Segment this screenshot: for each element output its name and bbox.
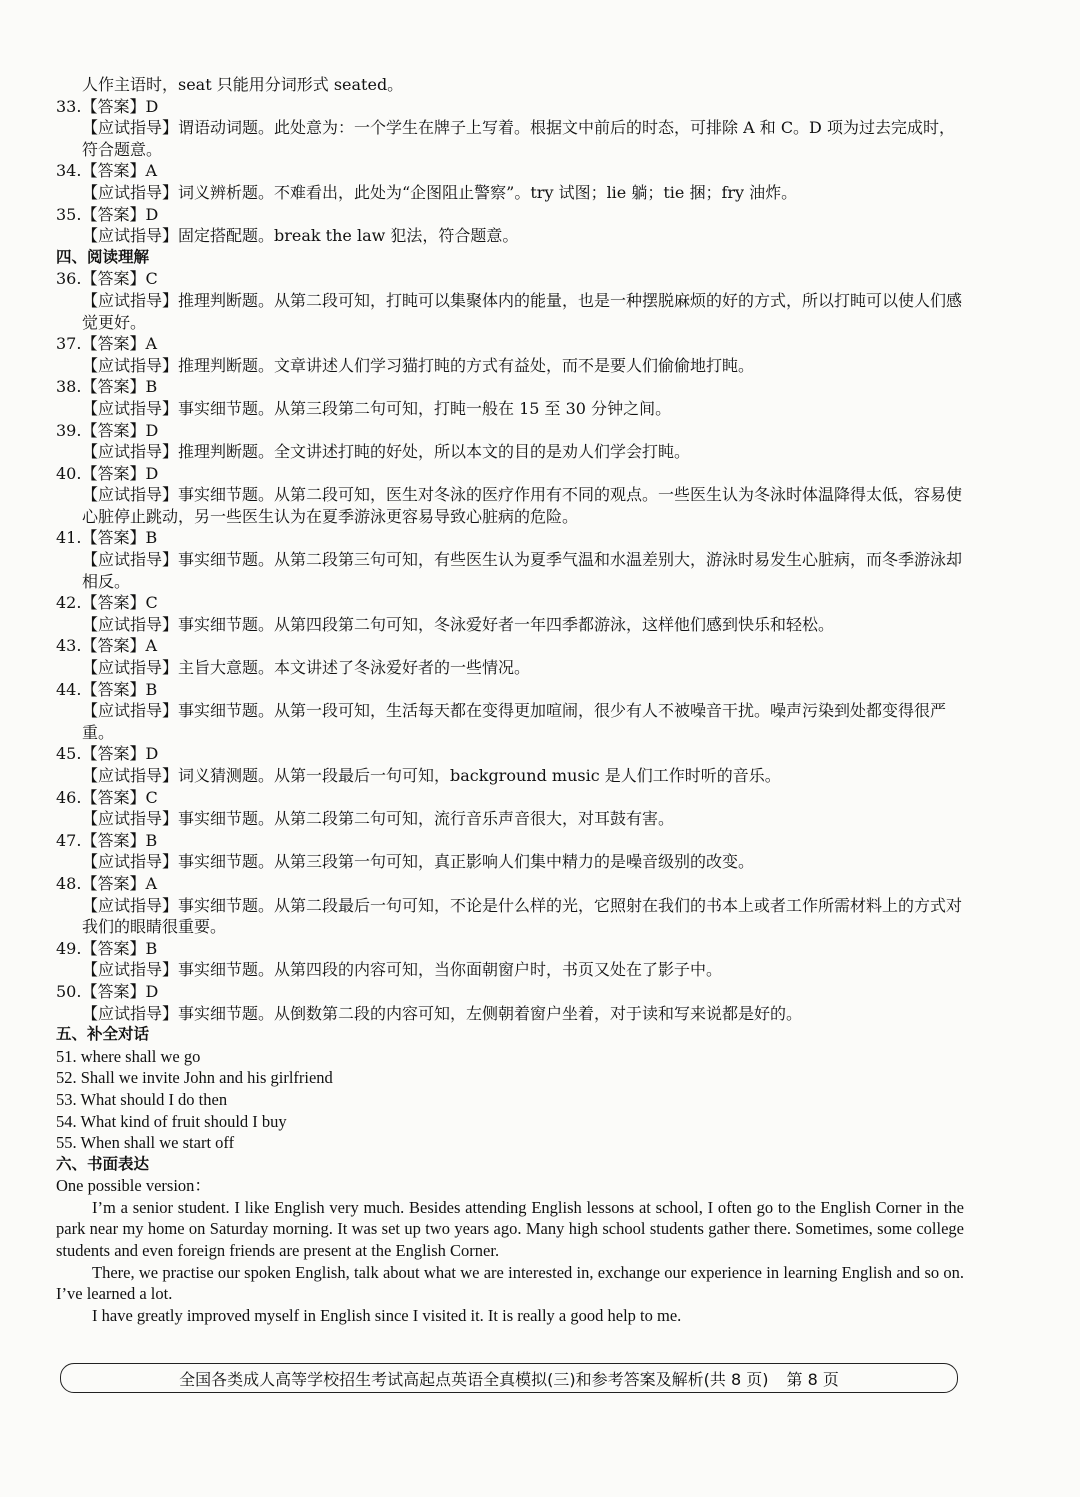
answer-item — [56, 96, 964, 161]
item-guide: 【应试指导】谓语动词题。此处意为：一个学生在牌子上写着。根据文中前后的时态，可排除 A 和 C。D 项为过去完成时，符合题意。 — [82, 118, 955, 159]
item-number: 49. — [56, 938, 82, 958]
item-answer: 【答案】A — [81, 161, 158, 181]
item-answer: 【答案】B — [81, 377, 158, 397]
item-guide: 【应试指导】事实细节题。从第一段可知，生活每天都在变得更加喧闹，很少有人不被噪音干扰。噪声污染到处都变得很严重。 — [82, 701, 947, 742]
item-answer: 【答案】C — [81, 787, 158, 807]
item-number: 38. — [56, 377, 82, 397]
item-number: 42. — [56, 593, 82, 613]
dialogue-line: 51. where shall we go — [56, 1046, 201, 1066]
answer-item — [56, 204, 964, 247]
item-number: 33. — [56, 96, 82, 116]
item-guide: 【应试指导】事实细节题。从第二段可知，医生对冬泳的医疗作用有不同的观点。一些医生认为冬泳时体温降得太低，容易使心脏停止跳动，另一些医生认为在夏季游泳更容易导致心脏病的危险。 — [82, 485, 963, 526]
footer-title: 全国各类成人高等学校招生考试高起点英语全真模拟(三)和参考答案及解析(共 8 页) — [179, 1369, 769, 1389]
item-guide: 【应试指导】事实细节题。从第二段最后一句可知，不论是什么样的光，它照射在我们的书本上或者工作所需材料上的方式对我们的眼睛很重要。 — [82, 895, 963, 937]
dialogue-line: 55. When shall we start off — [56, 1133, 235, 1153]
item-number: 48. — [56, 873, 82, 893]
item-guide: 【应试指导】事实细节题。从第三段第二句可知，打盹一般在 15 至 30 分钟之间。 — [82, 398, 672, 418]
item-answer: 【答案】C — [81, 593, 158, 613]
item-guide: 【应试指导】固定搭配题。break the law 犯法，符合题意。 — [82, 226, 519, 246]
answer-item — [56, 830, 964, 873]
section-5-title: 五、补全对话 — [56, 1025, 150, 1044]
answer-item — [56, 592, 964, 635]
item-guide: 【应试指导】事实细节题。从第四段第二句可知，冬泳爱好者一年四季都游泳，这样他们感到快乐和轻松。 — [82, 614, 835, 634]
item-answer: 【答案】A — [81, 873, 158, 893]
answer-item — [56, 635, 964, 678]
item-guide: 【应试指导】词义猜测题。从第一段最后一句可知，background music 是人们工作时听的音乐。 — [82, 766, 781, 785]
dialogue-answers — [56, 1046, 964, 1154]
item-guide: 【应试指导】推理判断题。全文讲述打盹的好处，所以本文的目的是劝人们学会打盹。 — [82, 442, 691, 462]
item-answer: 【答案】C — [81, 269, 158, 289]
item-answer: 【答案】D — [81, 744, 159, 764]
page-footer — [60, 1363, 958, 1393]
item-answer: 【答案】A — [81, 334, 158, 354]
section-6-title: 六、书面表达 — [56, 1154, 150, 1173]
item-guide: 【应试指导】事实细节题。从第四段的内容可知，当你面朝窗户时，书页又处在了影子中。 — [82, 960, 723, 980]
item-guide: 【应试指导】词义辨析题。不难看出，此处为“企图阻止警察”。try 试图；lie 躺；tie 捆；fry 油炸。 — [82, 182, 798, 202]
answer-key-page — [56, 74, 964, 1326]
dialogue-line: 53. What should I do then — [56, 1089, 228, 1109]
answer-item — [56, 333, 964, 376]
dialogue-line: 54. What kind of fruit should I buy — [56, 1111, 287, 1131]
item-number: 35. — [56, 204, 82, 224]
essay-paragraph: I have greatly improved myself in English since I visited it. It is really a good help to me. — [92, 1305, 682, 1325]
item-number: 44. — [56, 679, 82, 699]
item-guide: 【应试指导】事实细节题。从第三段第一句可知，真正影响人们集中精力的是噪音级别的改变。 — [82, 852, 755, 872]
answer-item — [56, 160, 964, 203]
item-number: 45. — [56, 744, 82, 764]
item-guide: 【应试指导】事实细节题。从倒数第二段的内容可知，左侧朝着窗户坐着，对于读和写来说都是好的。 — [82, 1003, 803, 1023]
item-answer: 【答案】B — [81, 830, 158, 850]
item-answer: 【答案】D — [81, 981, 159, 1001]
sample-essay — [56, 1197, 964, 1327]
item-number: 36. — [56, 269, 82, 289]
essay-paragraph: There, we practise our spoken English, talk about what we are interested in, exchange our experience in learning English and so on. I’ve learned a lot. — [56, 1262, 964, 1304]
answers-33-35 — [56, 96, 964, 247]
answer-item — [56, 420, 964, 463]
answer-item — [56, 873, 964, 938]
item-answer: 【答案】D — [81, 96, 159, 116]
item-answer: 【答案】D — [81, 204, 159, 224]
item-guide: 【应试指导】推理判断题。从第二段可知，打盹可以集聚体内的能量，也是一种摆脱麻烦的好的方式，所以打盹可以使人们感觉更好。 — [82, 290, 963, 332]
answer-item — [56, 787, 964, 830]
item-number: 41. — [56, 528, 82, 548]
page-number: 第 8 页 — [786, 1369, 839, 1389]
item-number: 47. — [56, 830, 82, 850]
item-answer: 【答案】D — [81, 463, 159, 483]
answer-item — [56, 981, 964, 1024]
section-4-title: 四、阅读理解 — [56, 247, 150, 266]
item-guide: 【应试指导】推理判断题。文章讲述人们学习猫打盹的方式有益处，而不是要人们偷偷地打盹。 — [82, 355, 755, 375]
item-number: 37. — [56, 334, 82, 354]
answer-item — [56, 743, 964, 786]
answer-item — [56, 527, 964, 592]
item-number: 39. — [56, 420, 82, 440]
item-number: 34. — [56, 161, 82, 181]
item-number: 46. — [56, 787, 82, 807]
answer-item — [56, 268, 964, 333]
item-answer: 【答案】A — [81, 636, 158, 656]
answer-item — [56, 938, 964, 981]
essay-paragraph: I’m a senior student. I like English very much. Besides attending English lessons at school, I often go to the English Corner in the park near my home on Saturday morning. It was set up two years ago. Many high school students gather there. Sometimes, some college students and even foreign friends are present at the English Corner. — [56, 1197, 964, 1261]
essay-intro: One possible version： — [56, 1176, 211, 1196]
item-number: 43. — [56, 636, 82, 656]
item-answer: 【答案】B — [81, 938, 158, 958]
answers-36-50 — [56, 268, 964, 1024]
item-answer: 【答案】B — [81, 679, 158, 699]
item-guide: 【应试指导】事实细节题。从第二段第三句可知，有些医生认为夏季气温和水温差别大，游泳时易发生心脏病，而冬季游泳却相反。 — [82, 550, 963, 591]
answer-item — [56, 679, 964, 744]
item-number: 40. — [56, 463, 82, 483]
item-guide: 【应试指导】事实细节题。从第二段第二句可知，流行音乐声音很大，对耳鼓有害。 — [82, 809, 675, 829]
dialogue-line: 52. Shall we invite John and his girlfriend — [56, 1068, 333, 1088]
item-answer: 【答案】D — [81, 420, 159, 440]
answer-item — [56, 376, 964, 419]
item-number: 50. — [56, 981, 82, 1001]
intro-line: 人作主语时，seat 只能用分词形式 seated。 — [82, 75, 404, 94]
item-answer: 【答案】B — [81, 528, 158, 548]
item-guide: 【应试指导】主旨大意题。本文讲述了冬泳爱好者的一些情况。 — [82, 658, 531, 678]
answer-item — [56, 463, 964, 528]
